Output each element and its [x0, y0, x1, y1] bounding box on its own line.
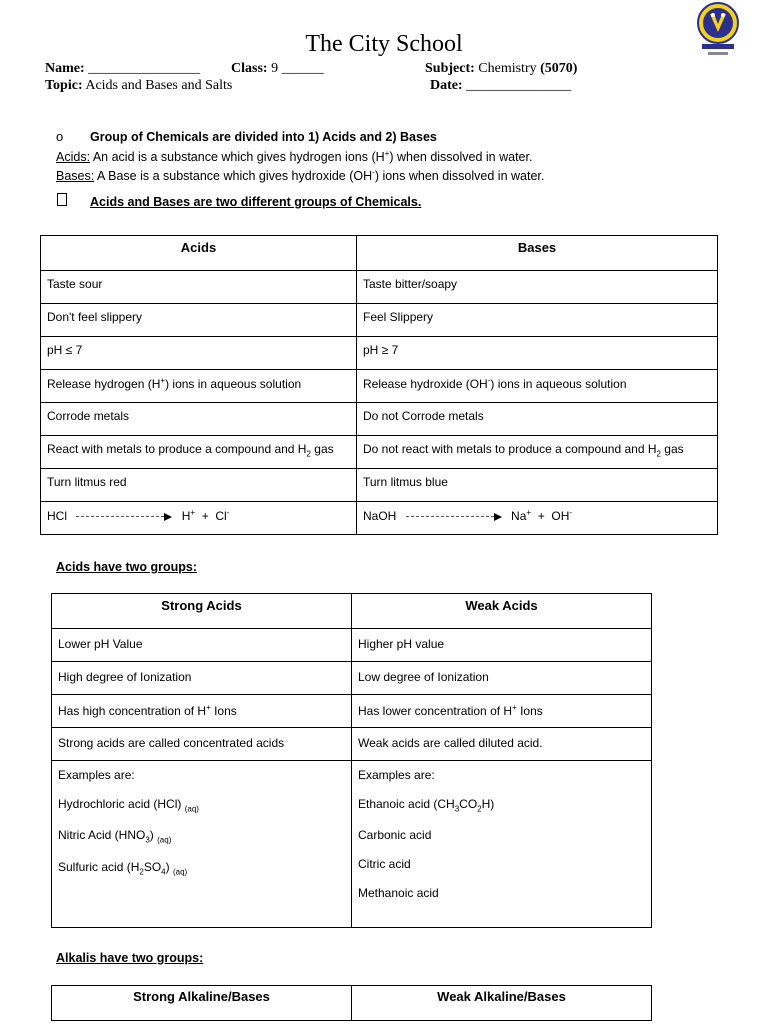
header-acids: Acids — [41, 236, 357, 271]
table-row: Lower pH Value Higher pH value — [52, 629, 652, 662]
header-strong-alkaline: Strong Alkaline/Bases — [52, 986, 352, 1021]
table-header-row — [52, 986, 652, 1021]
groups-heading: Acids and Bases are two different groups of Chemicals. — [90, 195, 422, 209]
bases-definition: Bases: A Base is a substance which gives hydroxide (OH-) ions when dissolved in water. — [56, 168, 545, 184]
topic-value: Acids and Bases and Salts — [85, 78, 233, 93]
subject-code: (5070) — [540, 61, 578, 76]
groups-statement: Group of Chemicals are divided into 1) Acids and 2) Bases — [90, 130, 437, 144]
date-blank: _______________ — [466, 78, 572, 93]
header-weak-acids: Weak Acids — [352, 594, 652, 629]
alkalis-groups-heading: Alkalis have two groups: — [56, 951, 204, 965]
class-value: 9 ______ — [271, 61, 324, 76]
class-label: Class: — [231, 61, 268, 76]
bullet-marker: o — [56, 129, 64, 144]
class-line — [231, 61, 324, 77]
table-row: Has high concentration of H+ Ions Has lower concentration of H+ Ions — [52, 695, 652, 728]
table-row — [52, 761, 652, 928]
table-row: High degree of Ionization Low degree of Ionization — [52, 662, 652, 695]
header-weak-alkaline: Weak Alkaline/Bases — [352, 986, 652, 1021]
table-row: pH ≤ 7 pH ≥ 7 — [41, 337, 718, 370]
date-label: Date: — [430, 78, 463, 93]
table-row: Release hydrogen (H+) ions in aqueous solution Release hydroxide (OH-) ions in aqueous solution — [41, 370, 718, 403]
table-row: Corrode metals Do not Corrode metals — [41, 403, 718, 436]
bases-term: Bases: — [56, 169, 95, 184]
school-title: The City School — [305, 31, 463, 57]
name-line — [45, 61, 200, 77]
arrow-right-icon — [76, 513, 172, 521]
table-header-row — [41, 236, 718, 271]
subject-label: Subject: — [425, 61, 475, 76]
table-row: Taste sour Taste bitter/soapy — [41, 271, 718, 304]
table-row — [41, 502, 718, 535]
table-row: Don't feel slippery Feel Slippery — [41, 304, 718, 337]
topic-label: Topic: — [45, 78, 83, 93]
table-row: Turn litmus red Turn litmus blue — [41, 469, 718, 502]
arrow-right-icon — [406, 513, 502, 521]
subject-line — [425, 61, 577, 77]
table-header-row — [52, 594, 652, 629]
acids-term: Acids: — [56, 150, 91, 165]
subject-value: Chemistry — [478, 61, 537, 76]
strong-weak-acids-table — [51, 593, 652, 928]
table-row: React with metals to produce a compound and $H_2$ gas Do not react with metals to produce a compound and $H_2$ gas — [41, 436, 718, 469]
acid-dissociation-equation: HCl H+ + Cl- — [41, 502, 357, 535]
name-blank: ________________ — [88, 61, 201, 76]
header-bases: Bases — [357, 236, 718, 271]
header-strong-acids: Strong Acids — [52, 594, 352, 629]
acids-definition: Acids: An acid is a substance which gives hydrogen ions (H+) when dissolved in water. — [56, 149, 533, 165]
topic-line — [45, 78, 232, 94]
checkbox-bullet-icon — [57, 193, 67, 206]
base-dissociation-equation: NaOH Na+ + OH- — [357, 502, 718, 535]
weak-acid-examples: Examples are: Ethanoic acid $(CH_3CO_2H)$ Carbonic acid Citric acid Methanoic acid — [352, 761, 652, 928]
strong-weak-alkalis-table — [51, 985, 652, 1021]
name-label: Name: — [45, 61, 85, 76]
acids-vs-bases-table — [40, 235, 718, 535]
strong-acid-examples: Examples are: Hydrochloric acid (HCl) $_{(aq)}$ Nitric Acid $(HNO_3)$ $_{(aq)}$ Sulfuric acid $(H_2SO_4)$ $_{(aq)}$ — [52, 761, 352, 928]
date-line — [430, 78, 571, 94]
table-row: Strong acids are called concentrated acids Weak acids are called diluted acid. — [52, 728, 652, 761]
acids-groups-heading: Acids have two groups: — [56, 560, 197, 574]
